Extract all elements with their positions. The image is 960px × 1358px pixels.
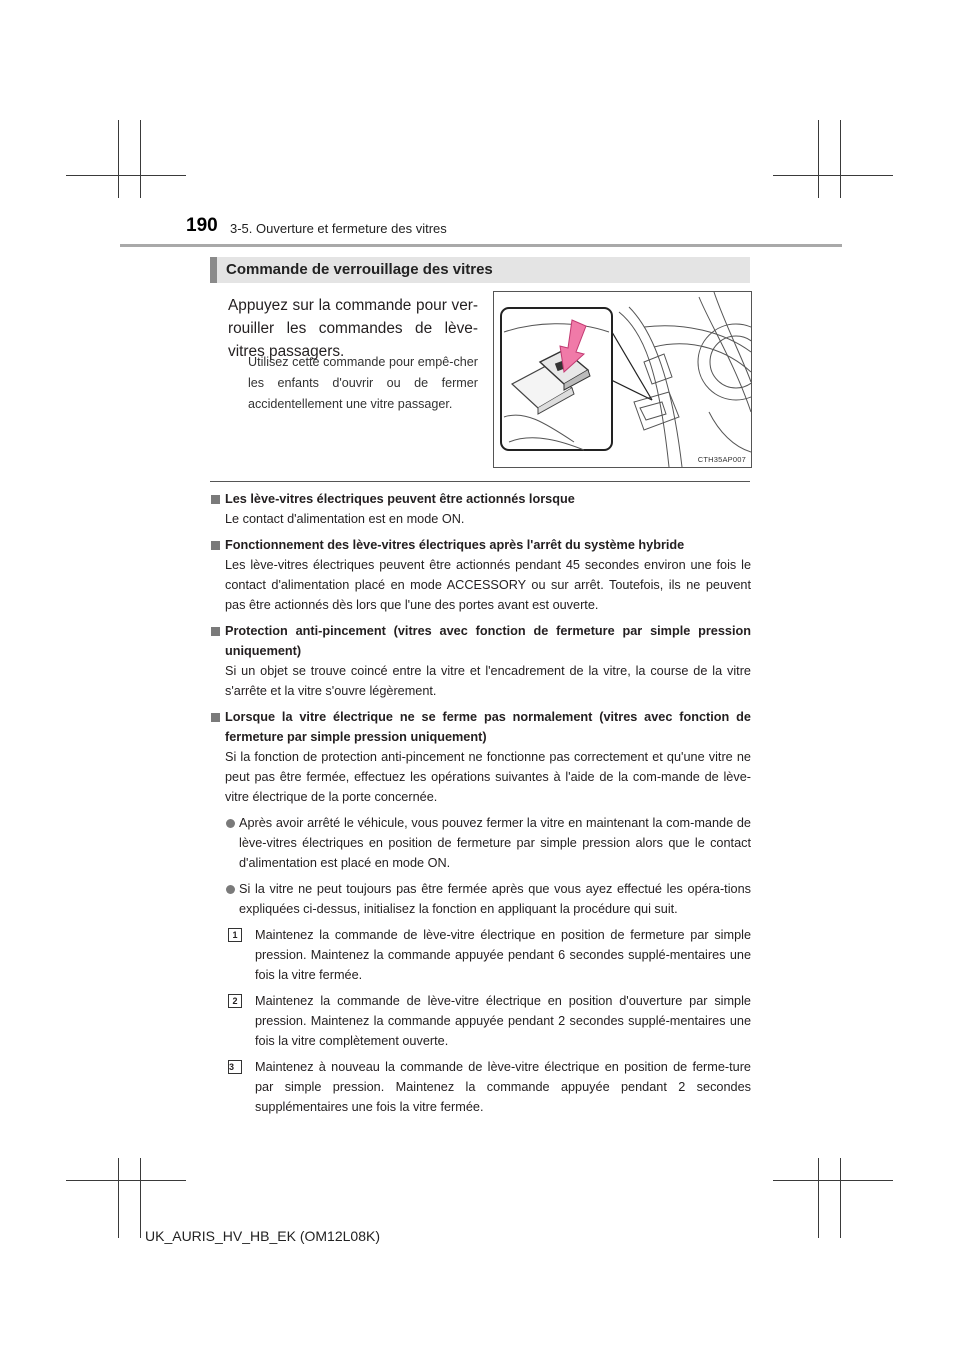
- square-bullet-icon: [211, 495, 220, 504]
- step-number: 3: [228, 1060, 242, 1074]
- round-bullet-icon: [226, 819, 235, 828]
- crop-mark: [840, 1158, 841, 1238]
- note-body: Si un objet se trouve coincé entre la vitre et l'encadrement de la vitre, la course de la vitre s'arrête et la vitre s'ouvre légèrement.: [225, 664, 751, 698]
- note-body: Si la fonction de protection anti-pincement ne fonctionne pas correctement et qu'une vitre ne peut pas être fermée, effectuez les opérations suivantes à l'aide de la com-mande de lève-vitre électrique de la porte concernée.: [225, 750, 751, 804]
- section-heading-bar: [210, 257, 217, 283]
- crop-mark: [140, 1158, 141, 1238]
- crop-mark: [66, 175, 186, 176]
- note-body: Le contact d'alimentation est en mode ON.: [225, 512, 465, 526]
- window-lock-switch-illustration: [493, 291, 752, 468]
- note-heading: Lorsque la vitre électrique ne se ferme pas normalement (vitres avec fonction de fermeture par simple pression uniquement): [210, 707, 751, 747]
- procedure-step: 2 Maintenez la commande de lève-vitre électrique en position d'ouverture par simple pression. Maintenez la commande appuyée pendant 2 secondes supplé-mentaires une fois la vitre complètement ouverte.: [210, 991, 751, 1051]
- door-panel-drawing: [494, 292, 751, 467]
- step-number: 2: [228, 994, 242, 1008]
- crop-mark: [140, 120, 141, 198]
- crop-mark: [773, 175, 893, 176]
- step-number: 1: [228, 928, 242, 942]
- section-heading: [210, 257, 750, 283]
- crop-mark: [66, 1180, 186, 1181]
- note-heading: Fonctionnement des lève-vitres électriques après l'arrêt du système hybride: [210, 535, 751, 555]
- round-bullet-icon: [226, 885, 235, 894]
- section-title: Commande de verrouillage des vitres: [226, 261, 493, 278]
- procedure-step: 3 Maintenez à nouveau la commande de lève-vitre électrique en position de ferme-ture par simple pression. Maintenez la commande appuyée pendant 2 secondes supplémentaires une fois la vitre fermée.: [229, 1060, 751, 1114]
- notes-list: [210, 489, 751, 1117]
- note-heading: Protection anti-pincement (vitres avec fonction de fermeture par simple pression uniquement): [210, 621, 751, 661]
- square-bullet-icon: [211, 713, 220, 722]
- note-heading: Les lève-vitres électriques peuvent être actionnés lorsque: [210, 489, 751, 509]
- figure-code: CTH35AP007: [697, 455, 746, 464]
- page-number: 190: [186, 215, 218, 236]
- square-bullet-icon: [211, 541, 220, 550]
- document-code: UK_AURIS_HV_HB_EK (OM12L08K): [145, 1228, 380, 1244]
- section-intro-note: Utilisez cette commande pour empê-cher les enfants d'ouvrir ou de fermer accidentellement une vitre passager.: [248, 355, 478, 411]
- crop-mark: [818, 1158, 819, 1238]
- crop-mark: [773, 1180, 893, 1181]
- crop-mark: [118, 120, 119, 198]
- bullet-item: Si la vitre ne peut toujours pas être fermée après que vous ayez effectué les opéra-tions expliquées ci-dessus, initialisez la fonction en appliquant la procédure qui suit.: [210, 879, 751, 919]
- square-bullet-icon: [211, 627, 220, 636]
- crop-mark: [118, 1158, 119, 1238]
- note-body: Les lève-vitres électriques peuvent être actionnés pendant 45 secondes environ une fois le contact d'alimentation placé en mode ACCESSORY ou sur arrêt. Toutefois, ils ne peuvent pas être actionnés dès lors que l'une des portes avant est ouverte.: [225, 558, 751, 612]
- crop-mark: [818, 120, 819, 198]
- crop-mark: [840, 120, 841, 198]
- chapter-title: 3-5. Ouverture et fermeture des vitres: [230, 221, 447, 236]
- bullet-item: Après avoir arrêté le véhicule, vous pouvez fermer la vitre en maintenant la com-mande de lève-vitres électriques en position de fermeture par simple pression alors que le contact d'alimentation est placé en mode ON.: [210, 813, 751, 873]
- section-divider: [210, 481, 750, 482]
- section-intro: Appuyez sur la commande pour ver-rouiller les commandes de lève-vitres passagers.: [228, 297, 478, 360]
- header-divider: [120, 244, 842, 247]
- procedure-step: 1 Maintenez la commande de lève-vitre électrique en position de fermeture par simple pression. Maintenez la commande appuyée pendant 6 secondes supplé-mentaires une fois la vitre fermée.: [210, 925, 751, 985]
